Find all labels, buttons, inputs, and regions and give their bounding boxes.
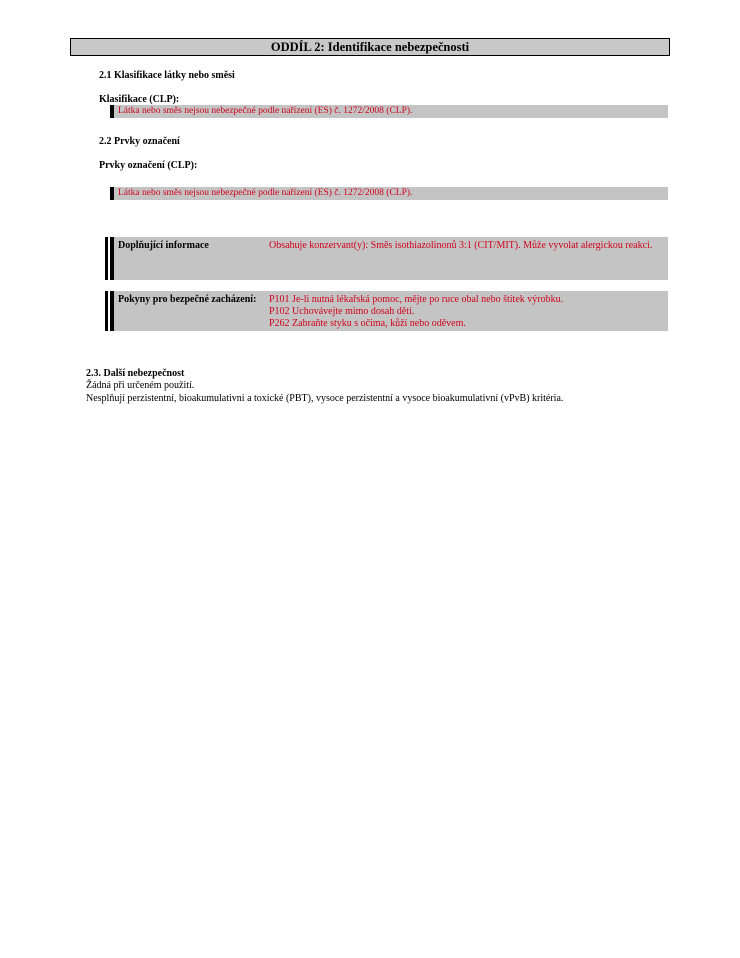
- precautionary-list: [269, 294, 664, 330]
- supplemental-info-text: Obsahuje konzervant(y): Směs isothiazolinonů 3:1 (CIT/MIT). Může vyvolat alergickou reakci.: [269, 240, 653, 251]
- other-hazards-line-2: Nesplňují perzistentní, bioakumulativní a toxické (PBT), vysoce perzistentní a vysoce bioakumulativní (vPvB) kritéria.: [86, 393, 564, 404]
- clp-classification-label: Klasifikace (CLP):: [99, 94, 180, 105]
- label-elements-value: Látka nebo směs nejsou nebezpečné podle nařízení (ES) č. 1272/2008 (CLP).: [110, 187, 668, 200]
- precautionary-statement: P262 Zabraňte styku s očima, kůží nebo oděvem.: [269, 318, 466, 329]
- section-title: ODDÍL 2: Identifikace nebezpečnosti: [70, 38, 670, 56]
- precautionary-statement: P102 Uchovávejte mimo dosah dětí.: [269, 306, 415, 317]
- precautionary-box: [110, 291, 668, 331]
- heading-2-3: 2.3. Další nebezpečnost: [86, 368, 185, 379]
- supplemental-info-label: Doplňující informace: [118, 240, 209, 251]
- precautionary-statement: P101 Je-li nutná lékařská pomoc, mějte po ruce obal nebo štítek výrobku.: [269, 294, 564, 305]
- heading-2-2: 2.2 Prvky označení: [99, 136, 180, 147]
- heading-2-1: 2.1 Klasifikace látky nebo směsi: [99, 70, 235, 81]
- supplemental-info-box: [110, 237, 668, 280]
- clp-classification-value: Látka nebo směs nejsou nebezpečné podle nařízení (ES) č. 1272/2008 (CLP).: [110, 105, 668, 118]
- other-hazards-line-1: Žádná při určeném použití.: [86, 380, 195, 391]
- label-elements-label: Prvky označení (CLP):: [99, 160, 198, 171]
- precautionary-label: Pokyny pro bezpečné zacházení:: [118, 294, 257, 305]
